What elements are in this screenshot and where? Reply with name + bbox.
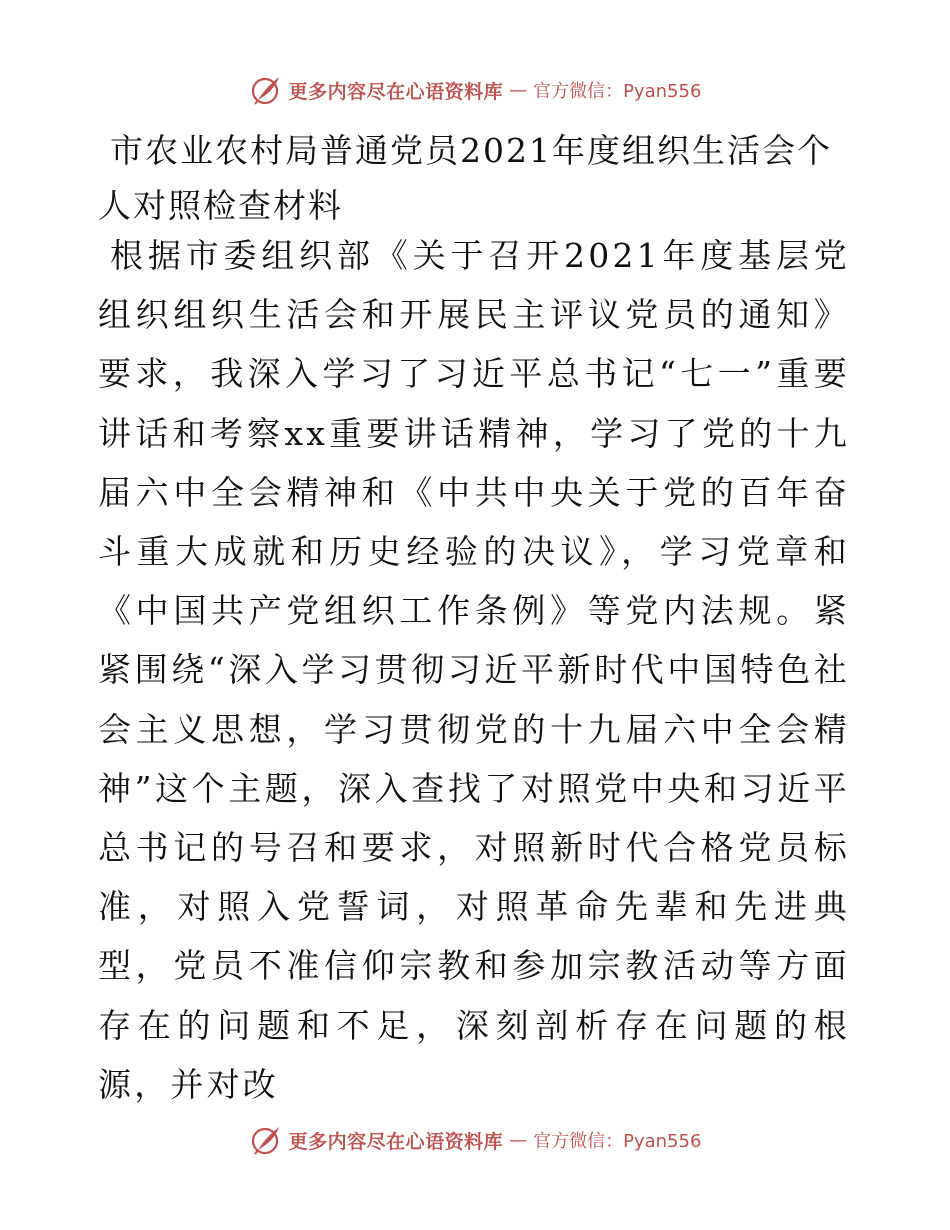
footer-watermark — [0, 1120, 950, 1160]
document-title: 市农业农村局普通党员2021年度组织生活会个人对照检查材料 — [98, 131, 832, 225]
watermark-main-text: 更多内容尽在心语资料库 — [288, 1130, 504, 1153]
watermark-wechat-text: 官方微信：Pyan556 — [533, 81, 702, 102]
quill-pen-logo-icon — [249, 73, 283, 107]
watermark-separator: — — [509, 1129, 528, 1151]
header-watermark — [0, 70, 950, 110]
quill-pen-logo-icon — [249, 1123, 283, 1157]
watermark-separator: — — [509, 79, 528, 101]
document-body-paragraph: 根据市委组织部《关于召开2021年度基层党组织组织生活会和开展民主评议党员的通知》要求，我深入学习了习近平总书记“七一”重要讲话和考察xx重要讲话精神，学习了党的十九届六中全会精神和《中共中央关于党的百年奋斗重大成就和历史经验的决议》，学习党章和《中国共产党组织工作条例》等党内法规。紧紧围绕“深入学习贯彻习近平新时代中国特色社会主义思想，学习贯彻党的十九届六中全会精神”这个主题，深入查找了对照党中央和习近平总书记的号召和要求，对照新时代合格党员标准，对照入党誓词，对照革命先辈和先进典型，党员不准信仰宗教和参加宗教活动等方面存在的问题和不足，深刻剖析存在问题的根源，并对改 — [98, 236, 850, 1104]
watermark-wechat-text: 官方微信：Pyan556 — [533, 1131, 702, 1152]
watermark-main-text: 更多内容尽在心语资料库 — [288, 80, 504, 103]
